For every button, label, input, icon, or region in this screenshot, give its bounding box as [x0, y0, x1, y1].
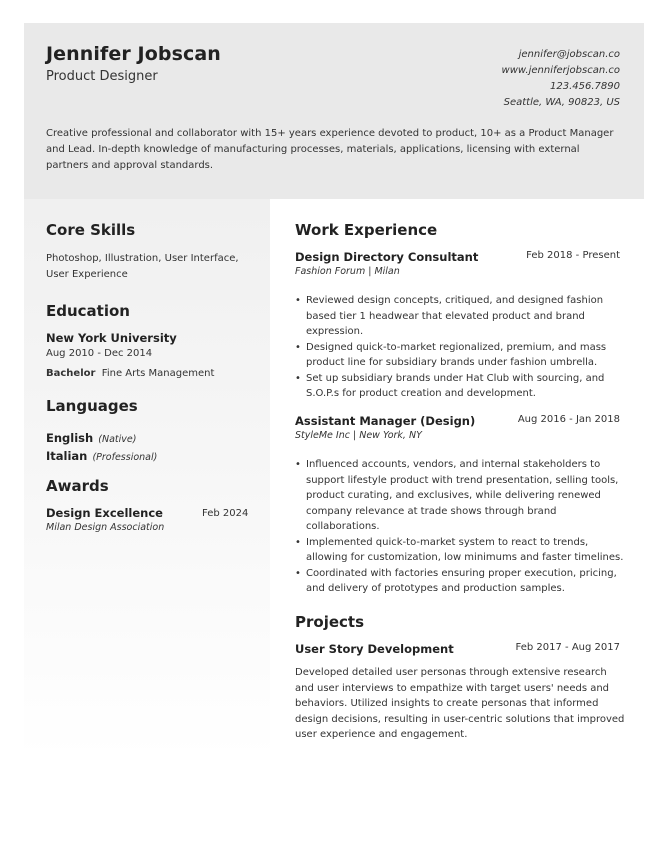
job-dates: Aug 2016 - Jan 2018 — [517, 414, 620, 425]
degree-label: Bachelor — [46, 368, 96, 379]
education-degree — [46, 366, 214, 382]
project-name: User Story Development — [295, 642, 454, 656]
job-bullets — [295, 457, 625, 597]
job-bullet: • Designed quick-to-market regionalized, premium, and mass product line for subsidiary brands under fashion umbrella. — [295, 340, 625, 371]
job-company: StyleMe Inc | New York, NY — [295, 430, 422, 441]
job-role: Assistant Manager (Design) — [295, 414, 476, 428]
right-column — [270, 199, 644, 799]
job-bullet: • Reviewed design concepts, critiqued, and designed fashion based tier 1 headwear that elevated product and brand expression. — [295, 293, 625, 340]
job-bullet: • Implemented quick-to-market system to react to trends, allowing for customization, low minimums and faster timelines. — [295, 535, 625, 566]
education-heading: Education — [46, 302, 130, 320]
project-description: Developed detailed user personas through extensive research and user interviews to empathize with target users' needs and behaviors. Utilized insights to create personas that informed design decisions, resulting in user-centric solutions that improved user experience and engagement. — [295, 667, 625, 740]
contact-email: jennifer@jobscan.co — [518, 49, 620, 60]
job-bullet: • Influenced accounts, vendors, and internal stakeholders to support lifestyle product with trend presentation, selling tools, product curating, and exclusives, while delivering renewed company relevance at trade shows through brand collaborations. — [295, 457, 625, 535]
job-bullet: • Coordinated with factories ensuring proper execution, pricing, and delivery of prototypes and production samples. — [295, 566, 625, 597]
contact-website: www.jenniferjobscan.co — [501, 65, 620, 76]
education-school: New York University — [46, 331, 177, 345]
projects-heading: Projects — [295, 613, 365, 631]
award-date: Feb 2024 — [202, 508, 249, 519]
job-bullets — [295, 293, 625, 402]
job-role: Design Directory Consultant — [295, 250, 479, 264]
work-experience-heading: Work Experience — [295, 221, 438, 239]
resume-page — [24, 23, 644, 843]
language-level: (Native) — [98, 434, 137, 445]
contact-block — [502, 47, 620, 111]
education-dates: Aug 2010 - Dec 2014 — [46, 348, 153, 359]
core-skills-text: Photoshop, Illustration, User Interface, User Experience — [46, 253, 239, 280]
professional-summary: Creative professional and collaborator with 15+ years experience devoted to product, 10+ as a Product Manager and Lead. In-depth knowledge of manufacturing processes, materials, applications, licensing with external partners and approval standards. — [46, 128, 614, 171]
language-name: English — [46, 431, 94, 445]
candidate-title: Product Designer — [46, 69, 158, 84]
core-skills-heading: Core Skills — [46, 221, 136, 239]
language-level: (Professional) — [92, 452, 158, 463]
resume-header — [24, 23, 644, 199]
awards-heading: Awards — [46, 477, 109, 495]
contact-location: Seattle, WA, 90823, US — [503, 97, 620, 108]
language-name: Italian — [46, 449, 88, 463]
language-item — [46, 427, 136, 446]
candidate-name: Jennifer Jobscan — [46, 43, 221, 65]
degree-field: Fine Arts Management — [101, 368, 215, 379]
contact-phone: 123.456.7890 — [550, 81, 620, 92]
language-item — [46, 445, 157, 464]
award-name: Design Excellence — [46, 506, 163, 520]
left-column — [24, 199, 270, 759]
award-org: Milan Design Association — [46, 522, 165, 533]
project-dates: Feb 2017 - Aug 2017 — [515, 642, 620, 653]
job-company: Fashion Forum | Milan — [295, 266, 400, 277]
languages-heading: Languages — [46, 397, 138, 415]
job-dates: Feb 2018 - Present — [526, 250, 620, 261]
job-bullet: • Set up subsidiary brands under Hat Club with sourcing, and S.O.P.s for product creation and development. — [295, 371, 625, 402]
